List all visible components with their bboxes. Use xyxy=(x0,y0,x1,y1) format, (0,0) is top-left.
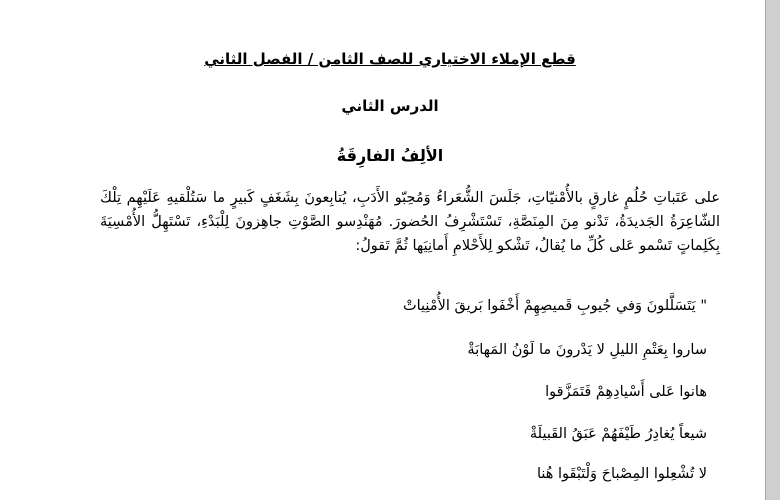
lesson-title: الدرس الثاني xyxy=(341,97,439,115)
text-title: الألِفُ الفارِقَةُ xyxy=(336,146,444,165)
verse-line: لا تُشْعِلوا المِصْباحَ وَلْتَبْقَوا هُنا xyxy=(536,466,707,482)
verse-line: هانوا عَلى أَسْيادِهِمْ فَتَمَزَّقوا xyxy=(545,384,707,400)
intro-paragraph: على عَتَباتِ حُلُمٍ غارقٍ بالأُمْنيّاتِ، جَلَسَ الشُّعَراءُ وَمُحِبّو الأَدَبِ، يُتابِعونَ بِشَغَفٍ كَبيرٍ ما سَتُلْقيهِ عَلَيْهِم تِلْكَ الشّاعِرَةُ الجَديدَةُ، تَدْنو مِنَ المِنَصَّةِ، تَسْتَشْرِفُ الحُضورَ. مُهَنْدِسو الصَّوْتِ جاهِزونَ لِلْبَدْءِ، تَسْتَهِلُّ الأُمْسِيَةَ بِكَلِماتٍ تَسْمو عَلى كُلِّ ما يُقالُ، تَشْكو لِلأَحْلامِ أَمانِيَها ثُمَّ تَقولُ: xyxy=(100,190,720,254)
document-title: قطع الإملاء الاختياري للصف الثامن / الفصل الثاني xyxy=(204,50,576,68)
verse-line: " يَتَسَلَّلونَ وَفي جُيوبِ قَميصِهِمْ أَخْفَوا بَريقَ الأُمْنِياتْ xyxy=(402,298,707,314)
page-edge-scrollbar[interactable] xyxy=(765,0,780,500)
verse-line: شيعاً يُغادِرُ طَيْفَهُمْ عَبَقُ القَبيلَةْ xyxy=(529,426,707,442)
verse-line: ساروا بِعَتْمِ الليلِ لا يَدْرونَ ما لَوْنُ المَهابَةْ xyxy=(467,342,707,358)
